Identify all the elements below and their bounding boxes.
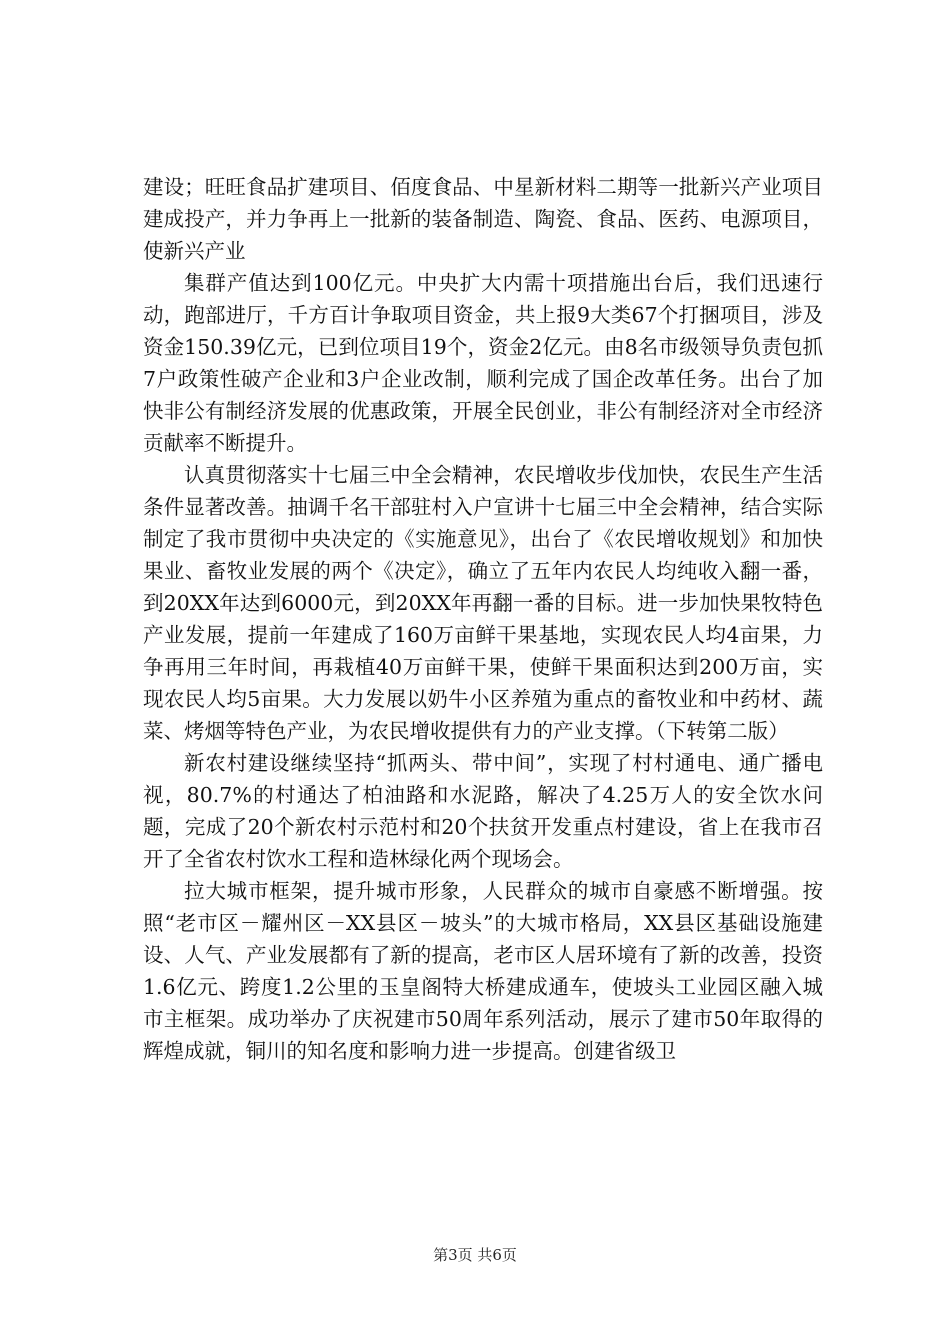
paragraph-1: 建设；旺旺食品扩建项目、佰度食品、中星新材料二期等一批新兴产业项目建成投产，并力争再上一批新的装备制造、陶瓷、食品、医药、电源项目，使新兴产业	[143, 175, 823, 263]
paragraph-3: 认真贯彻落实十七届三中全会精神，农民增收步伐加快，农民生产生活条件显著改善。抽调千名干部驻村入户宣讲十七届三中全会精神，结合实际制定了我市贯彻中央决定的《实施意见》，出台了《农民增收规划》和加快果业、畜牧业发展的两个《决定》，确立了五年内农民人均纯收入翻一番，到20XX年达到6000元，到20XX年再翻一番的目标。进一步加快果牧特色产业发展，提前一年建成了160万亩鲜干果基地，实现农民人均4亩果，力争再用三年时间，再栽植40万亩鲜干果，使鲜干果面积达到200万亩，实现农民人均5亩果。大力发展以奶牛小区养殖为重点的畜牧业和中药材、蔬菜、烤烟等特色产业，为农民增收提供有力的产业支撑。（下转第二版）	[143, 463, 823, 743]
paragraph-2: 集群产值达到100亿元。中央扩大内需十项措施出台后，我们迅速行动，跑部进厅，千方百计争取项目资金，共上报9大类67个打捆项目，涉及资金150.39亿元，已到位项目19个，资金2亿元。由8名市级领导负责包抓7户政策性破产企业和3户企业改制，顺利完成了国企改革任务。出台了加快非公有制经济发展的优惠政策，开展全民创业，非公有制经济对全市经济贡献率不断提升。	[143, 271, 823, 455]
document-body	[143, 171, 823, 1067]
paragraph-5: 拉大城市框架，提升城市形象，人民群众的城市自豪感不断增强。按照“老市区－耀州区－XX县区－坡头”的大城市格局，XX县区基础设施建设、人气、产业发展都有了新的提高，老市区人居环境有了新的改善，投资1.6亿元、跨度1.2公里的玉皇阁特大桥建成通车，使坡头工业园区融入城市主框架。成功举办了庆祝建市50周年系列活动，展示了建市50年取得的辉煌成就，铜川的知名度和影响力进一步提高。创建省级卫	[143, 879, 823, 1063]
page-number-footer: 第3页 共6页	[433, 1246, 517, 1264]
paragraph-4: 新农村建设继续坚持“抓两头、带中间”，实现了村村通电、通广播电视，80.7%的村通达了柏油路和水泥路，解决了4.25万人的安全饮水问题，完成了20个新农村示范村和20个扶贫开发重点村建设，省上在我市召开了全省农村饮水工程和造林绿化两个现场会。	[143, 751, 823, 871]
